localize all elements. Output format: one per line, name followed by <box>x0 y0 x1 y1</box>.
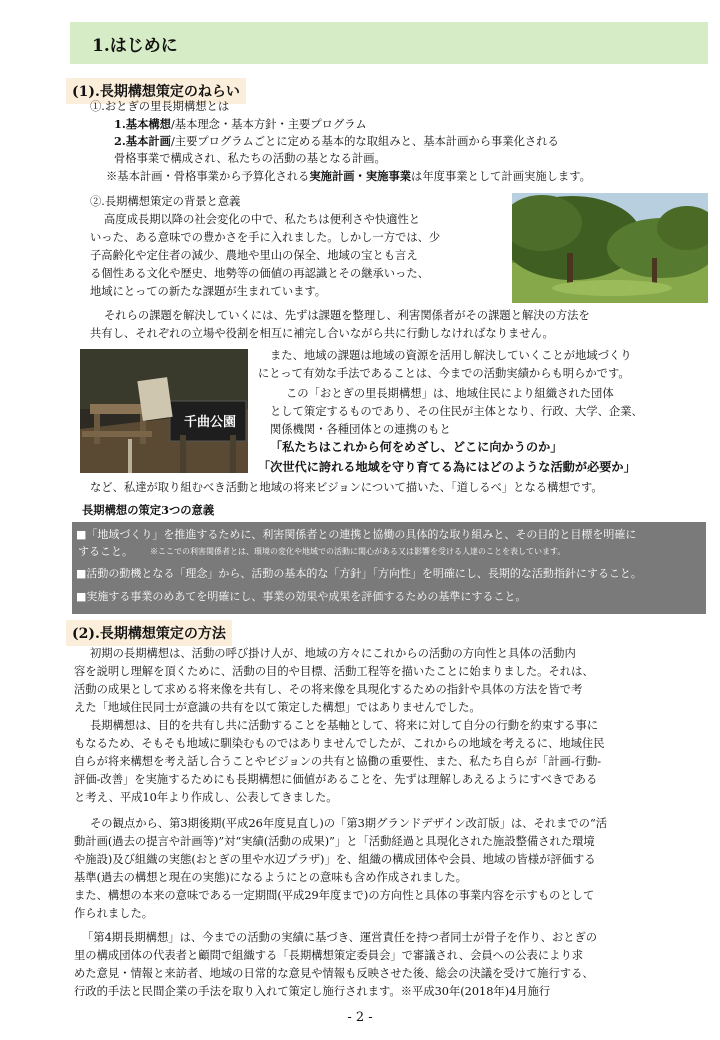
method-line: 作られました。 <box>74 907 154 920</box>
method-line: 初期の長期構想は、活動の呼び掛け人が、地域の方々にこれからの活動の方向性と具体の活動内 <box>90 647 576 660</box>
significance-bullet-2: ■活動の動機となる「理念」から、活動の基本的な「方針」「方向性」を明確にし、長期的な活動指針にすること。 <box>76 567 642 580</box>
subsection-heading-2 <box>66 620 232 646</box>
quote-1: 「私たちはこれから何をめざし、どこに向かうのか」 <box>270 440 563 454</box>
item1-note: ※基本計画・骨格事業から予算化される実施計画・実施事業は年度事業として計画実施します。 <box>106 169 591 183</box>
item1-line3: 骨格事業で構成され、私たちの活動の基となる計画。 <box>114 152 386 165</box>
item2-p1-line: いった、ある意味での豊かさを手に入れました。しかし一方では、少 <box>90 231 441 244</box>
section-title: 1.はじめに <box>92 36 178 56</box>
item2-p1-line: る個性ある文化や歴史、地勢等の価値の再認識とその継承いった、 <box>90 267 429 280</box>
method-line: 「第4期長期構想」は、今までの活動の実績に基づき、運営責任を持つ者同士が骨子を作り、おとぎの <box>82 931 598 944</box>
significance-bullet-3: ■実施する事業のめあてを明確にし、事業の効果や成果を評価するための基準にすること。 <box>76 590 527 603</box>
photo-park-sign <box>80 349 248 473</box>
item2-p1-line: 地域にとっての新たな課題が生まれています。 <box>90 285 327 298</box>
quote-2: 「次世代に誇れる地域を守り育てる為にはどのような活動が必要か」 <box>258 460 636 474</box>
significance-title: 長期構想の策定3つの意義 <box>82 503 215 517</box>
method-line: えた「地域住民同士が意識の共有を以て策定した構想」ではありませんでした。 <box>74 701 481 714</box>
item2-p2-line: それらの課題を解決していくには、先ずは課題を整理し、利害関係者がその課題と解決の方法を <box>104 309 590 322</box>
page-number: - 2 - <box>347 1010 373 1025</box>
item2-p3-line: にとって有効な手法であることは、今までの活動実績からも明らかです。 <box>258 367 630 380</box>
subsection-title: (1).長期構想策定のねらい <box>72 84 240 100</box>
item2-p1-line: 高度成長期以降の社会変化の中で、私たちは便利さや快適性と <box>104 213 421 226</box>
method-line: と考え、平成10年より作成し、公表してきました。 <box>74 791 338 804</box>
method-line: 基準(過去の構想と現在の実態)になるようにとの意味も含め作成されました。 <box>74 871 467 884</box>
park-sign-text: 千曲公園 <box>184 415 237 430</box>
item1-line1: 1.基本構想/基本理念・基本方針・主要プログラム <box>114 117 367 131</box>
significance-bullet-1b: すること。 <box>78 545 133 558</box>
method-line: 評価-改善」を実施するためにも長期構想に価値があることを、先ずは理解しあえるようにすべきである <box>74 773 598 786</box>
item2-p3-line: また、地域の課題は地域の資源を活用し解決していくことが地域づくり <box>270 349 632 362</box>
section-banner <box>70 22 708 64</box>
method-line: その観点から、第3期後期(平成26年度見直し)の「第3期グランドデザイン改訂版」は、それまでの“活 <box>90 817 608 830</box>
item2-p1-line: 子高齢化や定住者の減少、農地や里山の保全、地域の宝とも言え <box>90 249 418 262</box>
item2-p5: など、私達が取り組むべき活動と地域の将来ビジョンについて描いた、「道しるべ」となる構想です。 <box>90 481 603 494</box>
method-line: 自らが将来構想を考え話し合うことやビジョンの共有と協働の重要性、また、私たち自らが「計画-行動- <box>74 755 602 768</box>
subsection-title: (2).長期構想策定の方法 <box>72 626 226 642</box>
photo-trees <box>512 193 708 303</box>
item2-p2-line: 共有し、それぞれの立場や役割を相互に補完し合いながら共に行動しなければなりません。 <box>90 327 554 340</box>
method-line: また、構想の本来の意味である一定期間(平成29年度まで)の方向性と具体の事業内容を示すものとして <box>74 889 595 902</box>
item2-heading: ②.長期構想策定の背景と意義 <box>90 195 241 208</box>
item2-p4-line: として策定するものであり、その住民が主体となり、行政、大学、企業、 <box>270 405 643 418</box>
trees-photo-illustration <box>512 193 708 303</box>
method-line: 容を説明し理解を頂くために、活動の目的や目標、活動工程等を描いたことに始まりました。それは、 <box>74 665 594 678</box>
method-line: 動計画(過去の提言や計画等)”対“実績(活動の成果)”」と「活動経過と具現化された施設整備された環境 <box>74 835 595 848</box>
significance-box <box>72 522 706 614</box>
significance-note: ※ここでの利害関係者とは、環境の変化や地域での活動に関心がある又は影響を受ける人達のことを表しています。 <box>150 547 566 556</box>
significance-bullet-1a: ■「地域づくり」を推進するために、利害関係者との連携と協働の具体的な取り組みと、その目的と目標を明確に <box>76 528 637 541</box>
item1-line2: 2.基本計画/主要プログラムごとに定める基本的な取組みと、基本計画から事業化される <box>114 134 559 148</box>
method-line: もなるため、そもそも地域に馴染むものではありませんでしたが、これからの地域を考えるに、地域住民 <box>74 737 605 750</box>
method-line: 里の構成団体の代表者と顧問で組織する「長期構想策定委員会」で審議され、会員への公表により求 <box>74 949 584 962</box>
item1-heading: ①.おとぎの里長期構想とは <box>90 100 230 113</box>
method-line: 行政的手法と民間企業の手法を取り入れて策定し施行されます。※平成30年(2018年)4月施行 <box>74 985 551 998</box>
method-line: や施設)及び組織の実態(おとぎの里や水辺プラザ)」を、組織の構成団体や会員、地域の皆様が評価する <box>74 853 596 866</box>
item2-p4-line: この「おとぎの里長期構想」は、地域住民により組織された団体 <box>286 387 614 400</box>
method-line: めた意見・情報と来訪者、地域の日常的な意見や情報も反映させた後、総会の決議を受けて施行する、 <box>74 967 594 980</box>
method-line: 活動の成果として求める将来像を共有し、その将来像を具現化するための指針や具体の方法を皆で考 <box>74 683 583 696</box>
method-line: 長期構想は、目的を共有し共に活動することを基軸として、将来に対して自分の行動を約束する事に <box>90 719 599 732</box>
item2-p4-line: 関係機関・各種団体との連携のもと <box>270 423 451 436</box>
